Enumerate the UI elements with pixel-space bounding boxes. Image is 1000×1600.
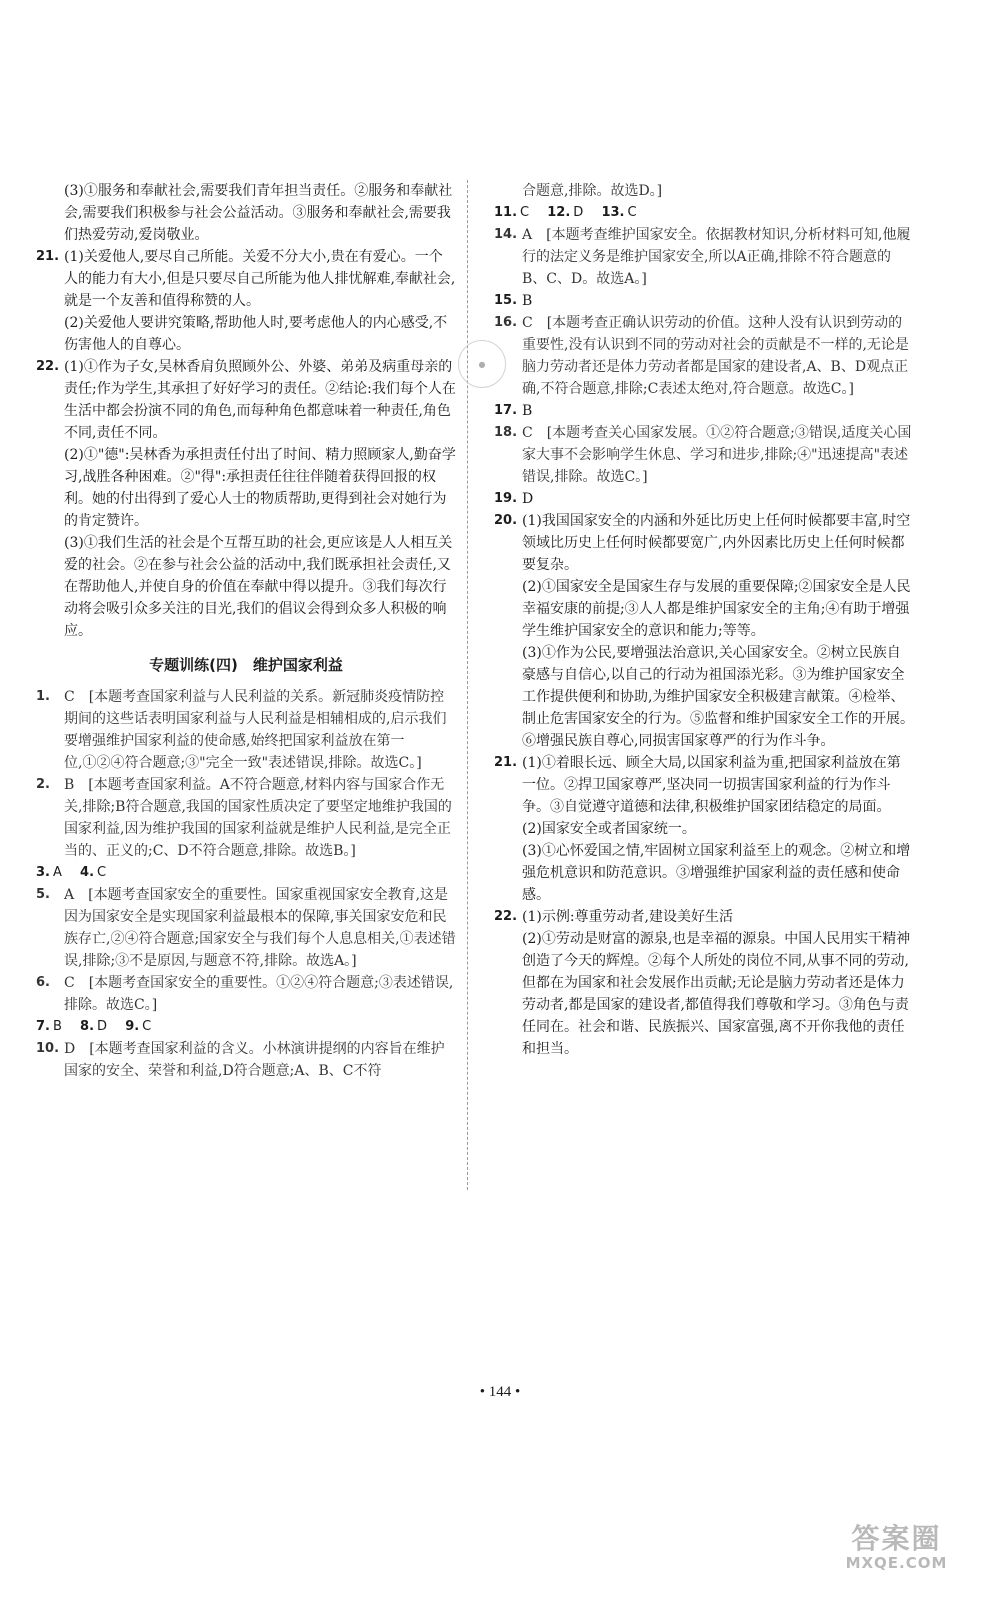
answers-7-9 bbox=[36, 1016, 456, 1038]
answer-number: 10. bbox=[36, 1041, 60, 1056]
answer-text: C [本题考查关心国家发展。①②符合题意;③错误,适度关心国家大事不会影响学生休息、学习和进步,排除;④"迅速提高"表述错误,排除。故选C。] bbox=[522, 425, 912, 485]
answer-number: 22. bbox=[494, 909, 518, 924]
answer-21-right bbox=[494, 752, 914, 906]
column-divider bbox=[467, 180, 468, 1190]
q20-continuation: (3)①服务和奉献社会,需要我们青年担当责任。②服务和奉献社会,需要我们积极参与社会公益活动。③服务和奉献社会,需要我们热爱劳动,爱岗敬业。 bbox=[64, 183, 453, 243]
answer-number: 14. bbox=[494, 227, 518, 242]
answer-22-right bbox=[494, 906, 914, 1060]
answer-part: (3)①心怀爱国之情,牢固树立国家利益至上的观念。②树立和增强危机意识和防范意识。③增强维护国家利益的责任感和使命感。 bbox=[522, 843, 911, 903]
answer-text: C [本题考查国家利益与人民利益的关系。新冠肺炎疫情防控期间的这些话表明国家利益与人民利益是相辅相成的,启示我们要增强维护国家利益的使命感,始终把国家利益放在第一位,①②④符合题意;③"完全一致"表述错误,排除。故选C。] bbox=[64, 689, 447, 771]
answer-number: 3. bbox=[36, 865, 50, 880]
answer-text: D [本题考查国家利益的含义。小林演讲提纲的内容旨在维护国家的安全、荣誉和利益,D符合题意;A、B、C不符 bbox=[64, 1041, 445, 1079]
answer-text: A [本题考查维护国家安全。依据教材知识,分析材料可知,他履行的法定义务是维护国家安全,所以A正确,排除不符合题意的B、C、D。故选A。] bbox=[522, 227, 911, 287]
answer-text: B bbox=[522, 293, 533, 309]
answer-19 bbox=[494, 488, 914, 510]
answer-text: D bbox=[522, 491, 534, 507]
answer-2 bbox=[36, 774, 456, 862]
answer-number: 8. bbox=[80, 1019, 95, 1034]
page-number: • 144 • bbox=[479, 1384, 521, 1400]
answer-number: 18. bbox=[494, 425, 518, 440]
answer-17 bbox=[494, 400, 914, 422]
answer-number: 21. bbox=[36, 249, 60, 264]
answer-6 bbox=[36, 972, 456, 1016]
answer-number: 22. bbox=[36, 359, 60, 374]
answer-number: 2. bbox=[36, 777, 50, 792]
answer-number: 6. bbox=[36, 975, 50, 990]
answer-letter: C bbox=[520, 205, 530, 220]
answer-14 bbox=[494, 224, 914, 290]
answer-number: 17. bbox=[494, 403, 518, 418]
answer-16 bbox=[494, 312, 914, 400]
answer-part: (2)①劳动是财富的源泉,也是幸福的源泉。中国人民用实干精神创造了今天的辉煌。②每个人所处的岗位不同,从事不同的劳动,但都在为国家和社会发展作出贡献;无论是脑力劳动者还是体力劳动者,都是国家的建设者,都值得我们尊敬和学习。③角色与责任同在。社会和谐、民族振兴、国家富强,离不开你我他的责任和担当。 bbox=[522, 931, 911, 1057]
answer-number: 16. bbox=[494, 315, 518, 330]
answer-20 bbox=[494, 510, 914, 752]
answer-number: 21. bbox=[494, 755, 518, 770]
answer-part: (3)①我们生活的社会是个互帮互助的社会,更应该是人人相互关爱的社会。②在参与社会公益的活动中,我们既承担社会责任,又在帮助他人,并使自身的价值在奉献中得以提升。③我们每次行动将会吸引众多关注的目光,我们的倡议会得到众多人积极的响应。 bbox=[64, 535, 453, 639]
answer-part: (3)①作为公民,要增强法治意识,关心国家安全。②树立民族自豪感与自信心,以自己的行动为祖国添光彩。③为维护国家安全工作提供便利和协助,为维护国家安全积极建言献策。④检举、制止危害国家安全的行为。⑤监督和维护国家安全工作的开展。⑥增强民族自尊心,同损害国家尊严的行为作斗争。 bbox=[522, 645, 914, 749]
answer-text: C [本题考查正确认识劳动的价值。这种人没有认识到劳动的重要性,没有认识到不同的劳动对社会的贡献是不一样的,无论是脑力劳动者还是体力劳动者都是国家的建设者,A、B、D观点正确,不符合题意,排除;C表述太绝对,符合题意。故选C。] bbox=[522, 315, 909, 397]
stamp-seal: ● bbox=[458, 340, 506, 388]
site-watermark bbox=[809, 1524, 984, 1584]
q10-continuation: 合题意,排除。故选D。] bbox=[522, 183, 663, 199]
answer-part: (1)我国国家安全的内涵和外延比历史上任何时候都要丰富,时空领域比历史上任何时候都要宽广,内外因素比历史上任何时候都要复杂。 bbox=[522, 513, 911, 573]
answer-part: (1)①着眼长远、顾全大局,以国家利益为重,把国家利益放在第一位。②捍卫国家尊严,坚决同一切损害国家利益的行为作斗争。③自觉遵守道德和法律,积极维护国家团结稳定的局面。 bbox=[522, 755, 901, 815]
answer-letter: D bbox=[573, 205, 584, 220]
watermark-url: MXQE.COM bbox=[845, 1553, 948, 1572]
answer-text: B bbox=[522, 403, 533, 419]
answer-letter: D bbox=[97, 1019, 108, 1034]
answer-number: 13. bbox=[601, 205, 625, 220]
answer-part: (1)示例:尊重劳动者,建设美好生活 bbox=[522, 909, 733, 925]
answer-21 bbox=[36, 246, 456, 356]
answer-letter: B bbox=[52, 1019, 62, 1034]
answer-text: C [本题考查国家安全的重要性。①②④符合题意;③表述错误,排除。故选C。] bbox=[64, 975, 454, 1013]
answer-10 bbox=[36, 1038, 456, 1082]
answer-number: 1. bbox=[36, 689, 50, 704]
answer-number: 19. bbox=[494, 491, 518, 506]
answer-letter: C bbox=[142, 1019, 152, 1034]
answer-part: (2)国家安全或者国家统一。 bbox=[522, 821, 696, 837]
answer-18 bbox=[494, 422, 914, 488]
left-column bbox=[36, 180, 456, 1082]
answer-letter: C bbox=[97, 865, 107, 880]
answer-text: B [本题考查国家利益。A不符合题意,材料内容与国家合作无关,排除;B符合题意,我国的国家性质决定了要坚定地维护我国的国家利益,因为维护我国的国家利益就是维护人民利益,是完全正当的、正义的;C、D不符合题意,排除。故选B。] bbox=[64, 777, 452, 859]
answers-3-4 bbox=[36, 862, 456, 884]
answer-part: (2)①国家安全是国家生存与发展的重要保障;②国家安全是人民幸福安康的前提;③人人都是维护国家安全的主角;④有助于增强学生维护国家安全的意识和能力;等等。 bbox=[522, 579, 911, 639]
answer-part: (2)①"德":吴林香为承担责任付出了时间、精力照顾家人,勤奋学习,战胜各种困难。②"得":承担责任往往伴随着获得回报的权利。她的付出得到了爱心人士的物质帮助,更得到社会对她行为的肯定赞许。 bbox=[64, 447, 456, 529]
watermark-logo-text: 答案圈 bbox=[851, 1522, 942, 1555]
answer-number: 15. bbox=[494, 293, 518, 308]
answer-15 bbox=[494, 290, 914, 312]
answer-1 bbox=[36, 686, 456, 774]
right-column bbox=[494, 180, 914, 1060]
answer-part: (1)关爱他人,要尽自己所能。关爱不分大小,贵在有爱心。一个人的能力有大小,但是只要尽自己所能为他人排忧解难,奉献社会,就是一个友善和值得称赞的人。 bbox=[64, 249, 456, 309]
answers-11-13 bbox=[494, 202, 914, 224]
answer-part: (1)①作为子女,吴林香肩负照顾外公、外婆、弟弟及病重母亲的责任;作为学生,其承担了好好学习的责任。②结论:我们每个人在生活中都会扮演不同的角色,而每种角色都意味着一种责任,角色不同,责任不同。 bbox=[64, 359, 456, 441]
answer-number: 5. bbox=[36, 887, 50, 902]
answer-number: 9. bbox=[125, 1019, 140, 1034]
answer-number: 20. bbox=[494, 513, 518, 528]
answer-text: A [本题考查国家安全的重要性。国家重视国家安全教育,这是因为国家安全是实现国家利益最根本的保障,事关国家安危和民族存亡,②④符合题意;国家安全与我们每个人息息相关,①表述错误,排除;③不是原因,与题意不符,排除。故选A。] bbox=[64, 887, 456, 969]
answer-number: 4. bbox=[80, 865, 95, 880]
answer-number: 11. bbox=[494, 205, 518, 220]
answer-5 bbox=[36, 884, 456, 972]
answer-letter: A bbox=[52, 865, 62, 880]
section-title: 专题训练(四) 维护国家利益 bbox=[149, 656, 343, 674]
answer-part: (2)关爱他人要讲究策略,帮助他人时,要考虑他人的内心感受,不伤害他人的自尊心。 bbox=[64, 315, 448, 353]
answer-22 bbox=[36, 356, 456, 642]
answer-number: 12. bbox=[547, 205, 571, 220]
answer-letter: C bbox=[627, 205, 637, 220]
answer-number: 7. bbox=[36, 1019, 50, 1034]
